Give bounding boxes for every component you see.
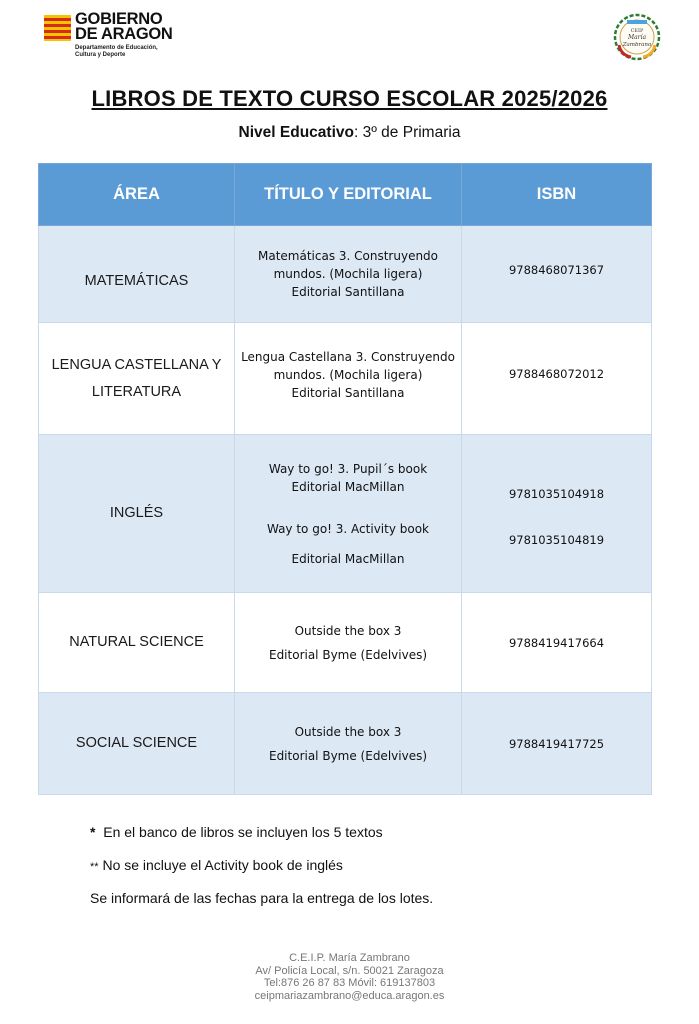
title-line: Outside the box 3 — [294, 724, 402, 739]
area-cell — [39, 226, 235, 323]
school-seal-icon — [613, 13, 661, 61]
isbn-value: 9788419417664 — [508, 635, 605, 650]
note-1-text: En el banco de libros se incluyen los 5 textos — [103, 824, 383, 840]
note-2-mark: ** — [90, 861, 99, 873]
isbn-value: 9788468072012 — [508, 366, 605, 381]
textbook-table — [38, 163, 652, 795]
isbn-cell — [462, 323, 652, 435]
gov-name — [75, 12, 173, 42]
isbn-cell — [462, 435, 652, 593]
footer-phone: Tel:876 26 87 83 Móvil: 619137803 — [263, 977, 436, 989]
note-1-mark: * — [90, 824, 96, 840]
title-cell — [235, 226, 462, 323]
isbn-cell — [462, 693, 652, 795]
area-label: LENGUA CASTELLANA Y — [51, 356, 222, 373]
note-2-text: No se incluye el Activity book de inglés — [102, 857, 343, 873]
gov-department — [75, 45, 158, 59]
isbn-cell — [462, 593, 652, 693]
area-cell — [39, 323, 235, 435]
table-header-row — [39, 164, 652, 226]
area-cell — [39, 593, 235, 693]
note-3: Se informará de las fechas para la entrega de los lotes. — [90, 890, 434, 906]
isbn-value: 9788468071367 — [508, 263, 605, 277]
area-label: MATEMÁTICAS — [84, 272, 189, 289]
table-row — [39, 593, 652, 693]
area-cell — [39, 693, 235, 795]
title-line: Way to go! 3. Pupil´s book — [268, 461, 428, 476]
isbn-value: 9788419417725 — [508, 736, 605, 751]
svg-text:CEIP: CEIP — [630, 28, 644, 34]
svg-text:Zambrano: Zambrano — [622, 42, 652, 48]
title-line: Matemáticas 3. Construyendo — [257, 249, 439, 263]
footer-school-name: C.E.I.P. María Zambrano — [289, 952, 410, 964]
document-title: LIBROS DE TEXTO CURSO ESCOLAR 2025/2026 — [91, 86, 608, 111]
publisher-line: Editorial Byme (Edelvives) — [268, 647, 428, 662]
notes — [90, 824, 433, 906]
area-label: NATURAL SCIENCE — [69, 634, 204, 650]
level-label: Nivel Educativo — [238, 124, 354, 141]
title-line: Outside the box 3 — [294, 623, 402, 638]
area-label: LITERATURA — [91, 383, 182, 400]
publisher-line: Editorial Byme (Edelvives) — [268, 748, 428, 763]
title-cell — [235, 693, 462, 795]
title-cell — [235, 435, 462, 593]
table-row — [39, 693, 652, 795]
note-2 — [90, 857, 433, 873]
svg-text:María: María — [627, 34, 647, 41]
isbn-value: 9781035104819 — [508, 532, 605, 547]
table-row — [39, 435, 652, 593]
note-1 — [90, 824, 433, 840]
header-title: TÍTULO Y EDITORIAL — [235, 164, 462, 226]
area-label: SOCIAL SCIENCE — [75, 735, 198, 751]
footer-address-line: Av/ Policía Local, s/n. 50021 Zaragoza — [255, 964, 444, 977]
gov-name-line1: GOBIERNO — [75, 10, 163, 28]
area-label: INGLÉS — [109, 505, 164, 521]
publisher-line: Editorial MacMillan — [291, 479, 405, 494]
title-cell — [235, 323, 462, 435]
publisher-line: Editorial Santillana — [291, 385, 405, 400]
area-cell — [39, 435, 235, 593]
isbn-value: 9781035104918 — [508, 486, 605, 501]
table-row — [39, 226, 652, 323]
gov-department-line2: Cultura y Deporte — [75, 52, 126, 58]
isbn-cell — [462, 226, 652, 323]
title-line: Lengua Castellana 3. Construyendo — [241, 349, 455, 364]
level-value: : 3º de Primaria — [353, 124, 461, 141]
gov-name-line2: DE ARAGON — [75, 25, 173, 43]
publisher-line: Editorial MacMillan — [291, 551, 405, 566]
header-isbn: ISBN — [462, 164, 652, 226]
government-logo — [44, 12, 184, 62]
footer-email: ceipmariazambrano@educa.aragon.es — [254, 989, 445, 1002]
aragon-flag-icon — [44, 15, 71, 41]
title-line: mundos. (Mochila ligera) — [273, 367, 423, 382]
header-area: ÁREA — [39, 164, 235, 226]
title-line: mundos. (Mochila ligera) — [273, 267, 423, 281]
title-cell — [235, 593, 462, 693]
education-level — [0, 124, 699, 142]
gov-department-line1: Departamento de Educación, — [75, 45, 158, 51]
table-row — [39, 323, 652, 435]
publisher-line: Editorial Santillana — [291, 285, 405, 299]
footer-address — [0, 952, 699, 1002]
title-line: Way to go! 3. Activity book — [266, 521, 430, 536]
